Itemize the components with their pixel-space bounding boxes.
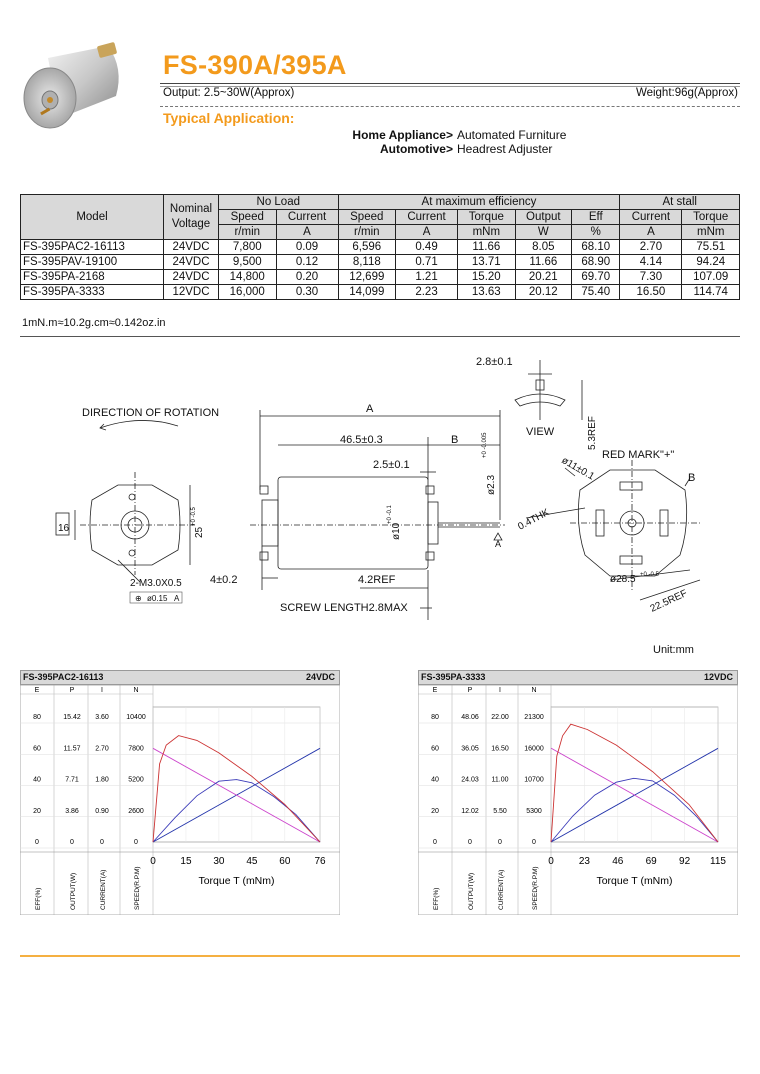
application-values — [457, 128, 566, 156]
column-label: CURRENT(A) — [498, 869, 505, 910]
dim-28-5: ø28.5 — [610, 574, 636, 585]
cell-model: FS-395PAV-19100 — [21, 255, 164, 270]
dim-10-tol: +0 -0.1 — [387, 505, 393, 524]
column-header: P — [69, 687, 75, 694]
table-value: 1.80 — [95, 776, 109, 784]
motor-photo — [20, 38, 132, 138]
chart-voltage: 12VDC — [703, 672, 733, 682]
table-value: 40 — [33, 776, 41, 784]
header-stall: At stall — [620, 195, 740, 210]
table-value: 10700 — [524, 776, 544, 784]
series-line — [551, 724, 718, 842]
unit-cell: r/min — [338, 225, 396, 240]
table-value: 16.50 — [491, 745, 509, 753]
table-cell: 114.74 — [682, 285, 740, 300]
subheader: Current — [620, 210, 682, 225]
unit-cell: W — [515, 225, 572, 240]
gdt-tolerance: ø0.15 — [147, 594, 168, 603]
table-value: 11.57 — [63, 745, 81, 753]
view-label: VIEW — [526, 426, 555, 438]
x-axis-label: Torque T (mNm) — [198, 875, 275, 887]
table-value: 0 — [35, 839, 39, 846]
column-label: EFF(%) — [35, 887, 42, 910]
table-value: 22.00 — [491, 714, 509, 721]
table-value: 5.50 — [493, 807, 507, 815]
table-cell: 11.66 — [515, 255, 572, 270]
chart-model: FS-395PAC2-16113 — [23, 672, 104, 682]
column-label: SPEED(R.P.M) — [134, 866, 141, 910]
table-cell: 6,596 — [338, 240, 396, 255]
table-cell: 0.12 — [276, 255, 338, 270]
application-label: Home Appliance> — [352, 128, 453, 142]
dimension-drawing — [0, 340, 760, 660]
motor-side-view — [278, 477, 428, 569]
x-tick-label: 69 — [645, 856, 657, 867]
table-cell: 7.30 — [620, 270, 682, 285]
table-value: 0 — [498, 839, 502, 846]
dim-b-rear: B — [688, 472, 696, 484]
table-cell: 0.20 — [276, 270, 338, 285]
table-cell: 24VDC — [164, 270, 219, 285]
unit-conversion: 1mN.m≈10.2g.cm≈0.142oz.in — [22, 317, 166, 329]
table-cell: 0.71 — [396, 255, 458, 270]
table-cell: 107.09 — [682, 270, 740, 285]
table-value: 0 — [100, 839, 104, 846]
column-header: N — [531, 687, 537, 694]
subheader: Speed — [219, 210, 277, 225]
unit-cell: A — [620, 225, 682, 240]
table-value: 0 — [468, 839, 472, 846]
x-tick-label: 30 — [213, 856, 225, 867]
subheader: Speed — [338, 210, 396, 225]
table-value: 0 — [134, 839, 138, 846]
dim-5-3: 5.3REF — [587, 416, 598, 450]
series-line — [153, 736, 320, 842]
dim-a: A — [366, 403, 374, 415]
table-value: 5200 — [128, 776, 144, 784]
x-tick-label: 15 — [180, 856, 192, 867]
dim-11: ø11±0.1 — [559, 455, 597, 483]
table-cell: 0.09 — [276, 240, 338, 255]
screw-length: SCREW LENGTH2.8MAX — [280, 602, 408, 614]
unit-label: Unit:mm — [653, 644, 694, 656]
header-max-efficiency: At maximum efficiency — [338, 195, 620, 210]
rotation-arrow-icon — [100, 420, 178, 428]
column-label: EFF(%) — [433, 887, 440, 910]
table-cell: 4.14 — [620, 255, 682, 270]
table-value: 2.70 — [95, 745, 109, 753]
header-nominal-voltage: Nominal Voltage — [164, 195, 219, 240]
table-value: 21300 — [524, 714, 544, 721]
table-value: 3.60 — [95, 714, 109, 721]
table-cell: 9,500 — [219, 255, 277, 270]
performance-chart-1 — [20, 670, 340, 915]
dim-2-8: 2.8±0.1 — [476, 356, 513, 368]
application-value: Headrest Adjuster — [457, 142, 553, 156]
column-header: P — [467, 687, 473, 694]
table-cell: 16.50 — [620, 285, 682, 300]
gdt-datum: A — [174, 594, 180, 603]
column-header: N — [133, 687, 139, 694]
chart-model: FS-395PA-3333 — [421, 672, 486, 682]
chart-header — [20, 670, 340, 685]
subheader: Eff — [572, 210, 620, 225]
table-value: 2600 — [128, 807, 144, 815]
subheader: Torque — [682, 210, 740, 225]
table-value: 80 — [431, 714, 439, 721]
table-value: 7800 — [128, 745, 144, 753]
table-cell: 2.70 — [620, 240, 682, 255]
table-cell: 24VDC — [164, 240, 219, 255]
gdt-symbol-icon: ⊕ — [135, 594, 142, 603]
datum-a: A — [495, 539, 502, 549]
table-cell: 12VDC — [164, 285, 219, 300]
output-spec: Output: 2.5~30W(Approx) — [163, 87, 295, 99]
chart-voltage: 24VDC — [305, 672, 335, 682]
subheader: Current — [276, 210, 338, 225]
table-cell: 8.05 — [515, 240, 572, 255]
dim-0-4: 0.4THK — [516, 507, 552, 533]
table-cell: 24VDC — [164, 255, 219, 270]
table-cell: 13.71 — [458, 255, 515, 270]
dim-46-5: 46.5±0.3 — [340, 434, 383, 446]
x-tick-label: 0 — [548, 856, 554, 867]
table-value: 0 — [433, 839, 437, 846]
dashed-rule — [160, 106, 740, 107]
header-model: Model — [21, 195, 164, 240]
x-tick-label: 45 — [246, 856, 258, 867]
table-value: 15.42 — [63, 714, 81, 721]
unit-cell: % — [572, 225, 620, 240]
table-cell: 68.90 — [572, 255, 620, 270]
table-cell: 94.24 — [682, 255, 740, 270]
chart-plot — [20, 685, 340, 915]
table-value: 0 — [70, 839, 74, 846]
table-cell: 75.51 — [682, 240, 740, 255]
dim-16: 16 — [58, 523, 70, 534]
column-header: E — [34, 687, 40, 694]
table-cell: 15.20 — [458, 270, 515, 285]
typical-application-heading: Typical Application: — [163, 110, 295, 126]
x-tick-label: 76 — [314, 856, 326, 867]
column-label: OUTPUT(W) — [70, 872, 77, 910]
cell-model: FS-395PA-2168 — [21, 270, 164, 285]
table-cell: 68.10 — [572, 240, 620, 255]
performance-chart-2 — [418, 670, 738, 915]
table-cell: 11.66 — [458, 240, 515, 255]
table-cell: 0.30 — [276, 285, 338, 300]
table-cell: 14,099 — [338, 285, 396, 300]
application-label: Automotive> — [379, 142, 453, 156]
red-mark-label: RED MARK"+" — [602, 449, 675, 461]
table-value: 80 — [33, 714, 41, 721]
table-value: 3.86 — [65, 807, 79, 815]
table-value: 60 — [33, 745, 41, 753]
table-cell: 0.49 — [396, 240, 458, 255]
table-value: 40 — [431, 776, 439, 784]
x-axis-label: Torque T (mNm) — [596, 875, 673, 887]
direction-label: DIRECTION OF ROTATION — [82, 407, 220, 419]
thread-spec: 2-M3.0X0.5 — [130, 578, 182, 589]
plot-area — [551, 707, 718, 842]
table-value: 20 — [33, 807, 41, 815]
dim-25-tol: +0 -0.5 — [191, 507, 197, 526]
column-label: SPEED(R.P.M) — [532, 866, 539, 910]
table-cell: 7,800 — [219, 240, 277, 255]
x-tick-label: 23 — [578, 856, 590, 867]
page-title: FS-390A/395A — [163, 50, 347, 80]
unit-cell: mNm — [458, 225, 515, 240]
table-value: 16000 — [524, 745, 544, 753]
unit-cell: r/min — [219, 225, 277, 240]
subheader: Torque — [458, 210, 515, 225]
chart-header — [418, 670, 738, 685]
table-row — [21, 240, 740, 255]
column-label: OUTPUT(W) — [468, 872, 475, 910]
dim-2-5: 2.5±0.1 — [373, 459, 410, 471]
column-header: I — [101, 687, 103, 694]
table-cell: 69.70 — [572, 270, 620, 285]
x-tick-label: 60 — [279, 856, 291, 867]
unit-cell: A — [396, 225, 458, 240]
dim-28-5-tol: +0 -0.5 — [640, 572, 659, 578]
x-tick-label: 46 — [612, 856, 624, 867]
table-cell: 8,118 — [338, 255, 396, 270]
x-tick-label: 115 — [710, 856, 726, 867]
application-labels — [352, 128, 453, 156]
table-value: 24.03 — [461, 776, 479, 784]
column-header: E — [432, 687, 438, 694]
table-row — [21, 270, 740, 285]
cell-model: FS-395PAC2-16113 — [21, 240, 164, 255]
table-cell: 20.12 — [515, 285, 572, 300]
cell-model: FS-395PA-3333 — [21, 285, 164, 300]
dim-2-3: ø2.3 — [486, 474, 497, 495]
footer-rule — [20, 955, 740, 957]
subheader: Current — [396, 210, 458, 225]
dim-2-3-tol: +0 -0.005 — [482, 432, 488, 458]
table-cell: 20.21 — [515, 270, 572, 285]
table-cell: 75.40 — [572, 285, 620, 300]
table-cell: 16,000 — [219, 285, 277, 300]
table-value: 0 — [532, 839, 536, 846]
table-cell: 13.63 — [458, 285, 515, 300]
table-row — [21, 255, 740, 270]
table-value: 48.06 — [461, 714, 479, 721]
chart-plot — [418, 685, 738, 915]
plot-area — [153, 707, 320, 842]
table-value: 10400 — [126, 714, 146, 721]
application-value: Automated Furniture — [457, 128, 567, 142]
column-label: CURRENT(A) — [100, 869, 107, 910]
dim-25: 25 — [194, 526, 205, 538]
column-header: I — [499, 687, 501, 694]
table-row — [21, 285, 740, 300]
table-value: 12.02 — [461, 807, 479, 815]
table-value: 5300 — [526, 807, 542, 815]
unit-cell: A — [276, 225, 338, 240]
unit-cell: mNm — [682, 225, 740, 240]
table-value: 60 — [431, 745, 439, 753]
dim-4: 4±0.2 — [210, 574, 238, 586]
header-no-load: No Load — [219, 195, 339, 210]
table-value: 20 — [431, 807, 439, 815]
table-value: 0.90 — [95, 807, 109, 815]
x-tick-label: 92 — [679, 856, 691, 867]
table-value: 36.05 — [461, 745, 479, 753]
table-cell: 14,800 — [219, 270, 277, 285]
title-rule — [160, 83, 740, 84]
series-line — [153, 780, 320, 842]
table-cell: 12,699 — [338, 270, 396, 285]
weight-spec: Weight:96g(Approx) — [635, 87, 738, 99]
dim-b: B — [451, 434, 459, 446]
dim-4-2: 4.2REF — [358, 574, 396, 586]
table-cell: 2.23 — [396, 285, 458, 300]
spec-table — [20, 194, 740, 300]
table-value: 11.00 — [491, 776, 509, 784]
dim-22-5: 22.5REF — [648, 588, 690, 615]
subheader: Output — [515, 210, 572, 225]
dim-10: ø10 — [391, 522, 402, 540]
section-rule — [20, 336, 740, 337]
x-tick-label: 0 — [150, 856, 156, 867]
table-value: 7.71 — [65, 776, 79, 784]
table-cell: 1.21 — [396, 270, 458, 285]
